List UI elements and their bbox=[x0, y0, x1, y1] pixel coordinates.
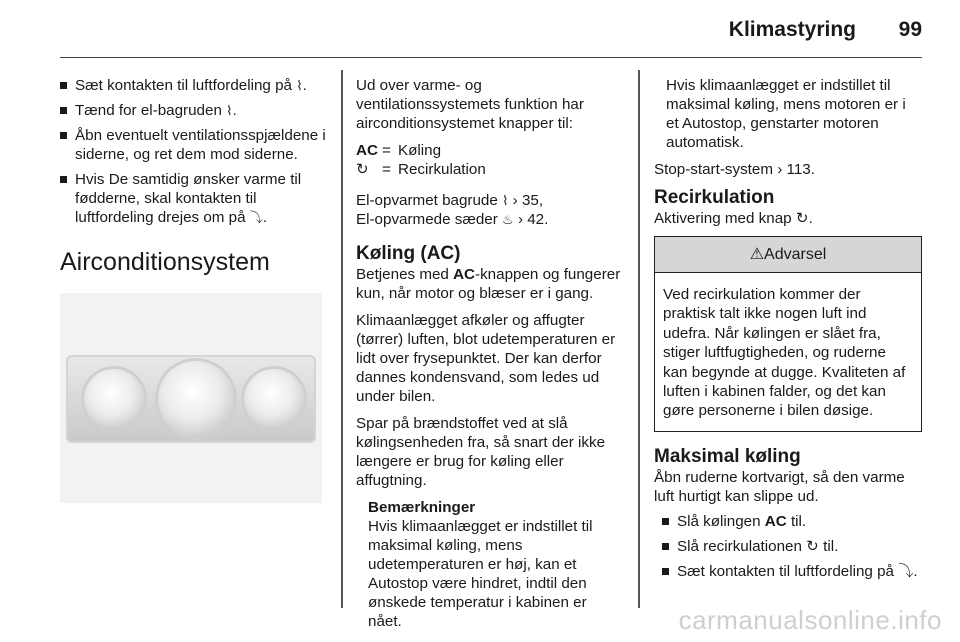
page-number: 99 bbox=[898, 18, 922, 41]
list-item: Åbn eventuelt ventilationsspjældene i siderne, og ret dem mod siderne. bbox=[60, 126, 328, 164]
cross-reference: El-opvarmede sæder ♨ › 42. bbox=[356, 211, 549, 228]
warning-triangle-icon: ⚠ bbox=[749, 246, 765, 263]
cross-reference: Stop-start-system › 113. bbox=[654, 161, 815, 178]
note-block bbox=[368, 498, 624, 631]
list-item: Slå recirkulationen ↻ til. bbox=[662, 537, 922, 556]
rear-window-heating-icon: ⌇ bbox=[226, 103, 233, 118]
note-heading: Bemærkninger bbox=[368, 499, 476, 516]
key-row: ↻ = Recirkulation bbox=[356, 161, 486, 178]
warning-text: Ved recirkulation kommer der praktisk talt ikke nogen luft ind udefra. Når kølingen er slået fra, stiger luftfugtigheden, og ruderne kan begynde at dugge. Kvaliteten af luften i kabinen falder, og det kan gøre personerne i bilen døsige. bbox=[663, 286, 906, 420]
warning-header: ⚠Advarsel bbox=[655, 237, 921, 273]
fan-speed-knob bbox=[158, 361, 234, 437]
page-ref-arrow-icon: › bbox=[517, 211, 523, 228]
page-title: Klimastyring bbox=[728, 18, 856, 41]
warning-box bbox=[654, 236, 922, 432]
recirculation-icon: ↻ bbox=[795, 210, 809, 227]
recirculation-icon: ↻ bbox=[806, 537, 819, 555]
section-heading: Køling (AC) bbox=[356, 243, 461, 264]
page-header bbox=[60, 0, 922, 58]
page-ref: 42 bbox=[527, 211, 545, 228]
list-item: Hvis De samtidig ønsker varme til fødderne, skal kontakten til luftfordeling drejes om på ⤵. bbox=[60, 170, 328, 227]
list-item: Tænd for el-bagruden ⌇. bbox=[60, 101, 328, 120]
page-ref: 35 bbox=[521, 192, 539, 209]
list-item: Slå kølingen AC til. bbox=[662, 512, 922, 531]
airflow-floor-windscreen-icon: ⤵ bbox=[898, 562, 914, 580]
page-ref-arrow-icon: › bbox=[777, 161, 783, 178]
paragraph: Hvis klimaanlægget er indstillet til maksimal køling, mens motoren er i et Autostop, genstarter motoren automatisk. bbox=[666, 77, 906, 151]
section-heading: Maksimal køling bbox=[654, 445, 801, 467]
page-ref: 113. bbox=[786, 161, 815, 178]
paragraph: Klimaanlægget afkøler og affugter (tørrer) luften, blot udetemperaturen er lidt over frysepunktet. Der kan derfor dannes kondensvand, som ledes ud under bilen. bbox=[356, 312, 616, 405]
page-ref-arrow-icon: › bbox=[512, 192, 518, 209]
control-panel bbox=[66, 355, 316, 443]
section-heading: Recirkulation bbox=[654, 187, 775, 208]
column-divider bbox=[341, 70, 343, 608]
paragraph: Betjenes med AC-knappen og fungerer kun, når motor og blæser er i gang. bbox=[356, 266, 621, 302]
air-distribution-knob bbox=[244, 369, 304, 429]
column-middle bbox=[356, 76, 624, 631]
key-table bbox=[356, 141, 624, 179]
cross-reference: El-opvarmet bagrude ⌇ › 35, bbox=[356, 192, 544, 209]
intro-paragraph: Ud over varme- og ventilationssystemets funktion har airconditionsystemet knapper til: bbox=[356, 77, 584, 132]
paragraph: Åbn ruderne kortvarigt, så den varme luft hurtigt kan slippe ud. bbox=[654, 468, 905, 505]
recirculation-icon: ↻ bbox=[356, 161, 369, 178]
heated-seat-icon: ♨ bbox=[502, 212, 514, 227]
key-row: AC = Køling bbox=[356, 142, 442, 159]
paragraph: Spar på brændstoffet ved at slå kølingsenheden fra, så snart der ikke længere er brug for køling eller affugtning. bbox=[356, 415, 606, 489]
climate-control-panel-image bbox=[60, 293, 322, 503]
ac-label: AC bbox=[356, 142, 378, 159]
rear-window-heating-icon: ⌇ bbox=[502, 193, 509, 208]
list-item: Sæt kontakten til luftfordeling på ⌇. bbox=[60, 76, 328, 95]
section-heading: Airconditionsystem bbox=[60, 248, 270, 276]
watermark: carmanualsonline.info bbox=[678, 605, 942, 635]
note-text: Hvis klimaanlægget er indstillet til maksimal køling, mens udetemperaturen er høj, kan et Autostop være hindret, indtil den ønskede temperatur i kabinen er nået. bbox=[368, 518, 593, 630]
paragraph: Aktivering med knap ↻. bbox=[654, 210, 813, 227]
column-left bbox=[60, 76, 328, 503]
list-item: Sæt kontakten til luftfordeling på ⤵. bbox=[662, 562, 922, 581]
bullet-list bbox=[654, 512, 922, 581]
temperature-knob bbox=[84, 369, 144, 429]
defrost-windscreen-icon: ⌇ bbox=[296, 78, 303, 93]
column-right bbox=[654, 76, 922, 587]
column-divider bbox=[638, 70, 640, 608]
airflow-floor-windscreen-icon: ⤵ bbox=[249, 210, 263, 225]
